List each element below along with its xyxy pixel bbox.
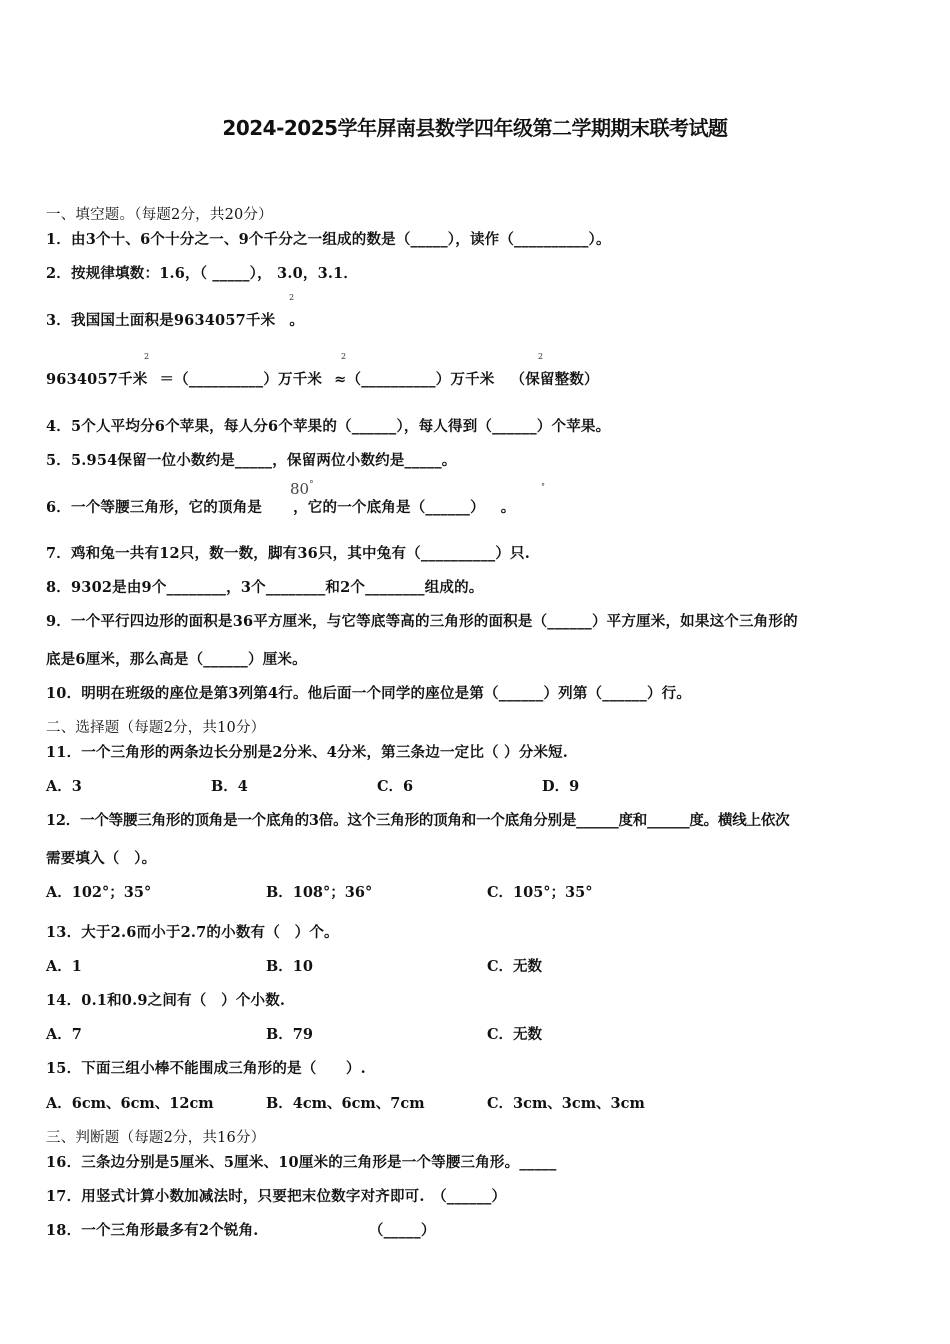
question-12b: 需要填入（ ）。 (46, 850, 157, 867)
q15-option-c: C．3cm、3cm、3cm (487, 1095, 645, 1112)
question-7: 7．鸡和兔一共有12只，数一数，脚有36只，其中兔有（__________）只. (46, 545, 530, 562)
superscript-2: 2 (341, 352, 347, 361)
q13-option-a: A．1 (46, 958, 82, 975)
question-9b: 底是6厘米，那么高是（______）厘米。 (46, 651, 307, 668)
q11-option-d: D．9 (542, 778, 580, 795)
q15-option-a: A．6cm、6cm、12cm (46, 1095, 214, 1112)
question-12a: 12．一个等腰三角形的顶角是一个底角的3倍。这个三角形的顶角和一个底角分别是______度和______度。横线上依次 (46, 812, 790, 829)
question-3b (46, 368, 599, 389)
q13-option-b: B．10 (266, 958, 313, 975)
question-3b-part1: 9634057千米 (46, 371, 148, 388)
question-6 (46, 496, 516, 517)
q14-option-a: A．7 (46, 1026, 82, 1043)
question-6-text-a: 6．一个等腰三角形，它的顶角是 (46, 499, 263, 516)
question-3a-end: 。 (289, 312, 305, 329)
question-8: 8．9302是由9个________，3个________和2个________组成的。 (46, 579, 484, 596)
q11-option-c: C．6 (377, 778, 414, 795)
degree-symbol: ° (541, 482, 545, 491)
question-3b-part4: （保留整数） (510, 371, 599, 388)
section-2-heading: 二、选择题（每题2分，共10分） (46, 720, 266, 736)
question-10: 10．明明在班级的座位是第3列第4行。他后面一个同学的座位是第（______）列第（______）行。 (46, 685, 692, 702)
q13-option-c: C．无数 (487, 958, 543, 975)
section-3-heading: 三、判断题（每题2分，共16分） (46, 1130, 266, 1146)
question-17: 17．用竖式计算小数加减法时，只要把末位数字对齐即可. （______） (46, 1188, 507, 1205)
question-6-text-c: 。 (500, 499, 516, 516)
q14-option-b: B．79 (266, 1026, 313, 1043)
question-15: 15．下面三组小棒不能围成三角形的是（ ）. (46, 1060, 366, 1077)
angle-80-value: 80° (290, 480, 314, 498)
question-5: 5．5.954保留一位小数约是_____，保留两位小数约是_____。 (46, 452, 457, 469)
page-title: 2024-2025学年屏南县数学四年级第二学期期末联考试题 (222, 116, 728, 140)
question-3b-part3: ≈（__________）万千米 (334, 371, 495, 388)
question-11: 11．一个三角形的两条边长分别是2分米、4分米，第三条边一定比（ ）分米短. (46, 744, 569, 761)
question-13: 13．大于2.6而小于2.7的小数有（ ）个。 (46, 924, 339, 941)
question-16: 16．三条边分别是5厘米、5厘米、10厘米的三角形是一个等腰三角形。_____ (46, 1154, 557, 1171)
question-3b-part2: ＝（__________）万千米 (159, 371, 323, 388)
question-2: 2．按规律填数：1.6，（ _____）， 3.0，3.1． (46, 265, 359, 282)
q15-option-b: B．4cm、6cm、7cm (266, 1095, 425, 1112)
question-6-text-b: ，它的一个底角是（______） (293, 499, 485, 516)
q11-option-b: B．4 (211, 778, 248, 795)
superscript-2: 2 (289, 293, 295, 302)
superscript-2: 2 (144, 352, 150, 361)
question-18: 18．一个三角形最多有2个锐角. （_____） (46, 1222, 436, 1239)
section-1-heading: 一、填空题。（每题2分，共20分） (46, 207, 273, 223)
q12-option-b: B．108°；36° (266, 884, 373, 901)
superscript-2: 2 (538, 352, 544, 361)
question-14: 14．0.1和0.9之间有（ ）个小数. (46, 992, 286, 1009)
question-1: 1．由3个十、6个十分之一、9个千分之一组成的数是（_____），读作（__________）。 (46, 231, 611, 248)
question-3a (46, 309, 304, 330)
q14-option-c: C．无数 (487, 1026, 543, 1043)
question-9a: 9．一个平行四边形的面积是36平方厘米，与它等底等高的三角形的面积是（______）平方厘米，如果这个三角形的 (46, 613, 798, 630)
q11-option-a: A．3 (46, 778, 82, 795)
q12-option-c: C．105°；35° (487, 884, 593, 901)
question-3a-text: 3．我国国土面积是9634057千米 (46, 312, 276, 329)
q12-option-a: A．102°；35° (46, 884, 152, 901)
question-4: 4．5个人平均分6个苹果，每人分6个苹果的（______），每人得到（______）个苹果。 (46, 418, 611, 435)
